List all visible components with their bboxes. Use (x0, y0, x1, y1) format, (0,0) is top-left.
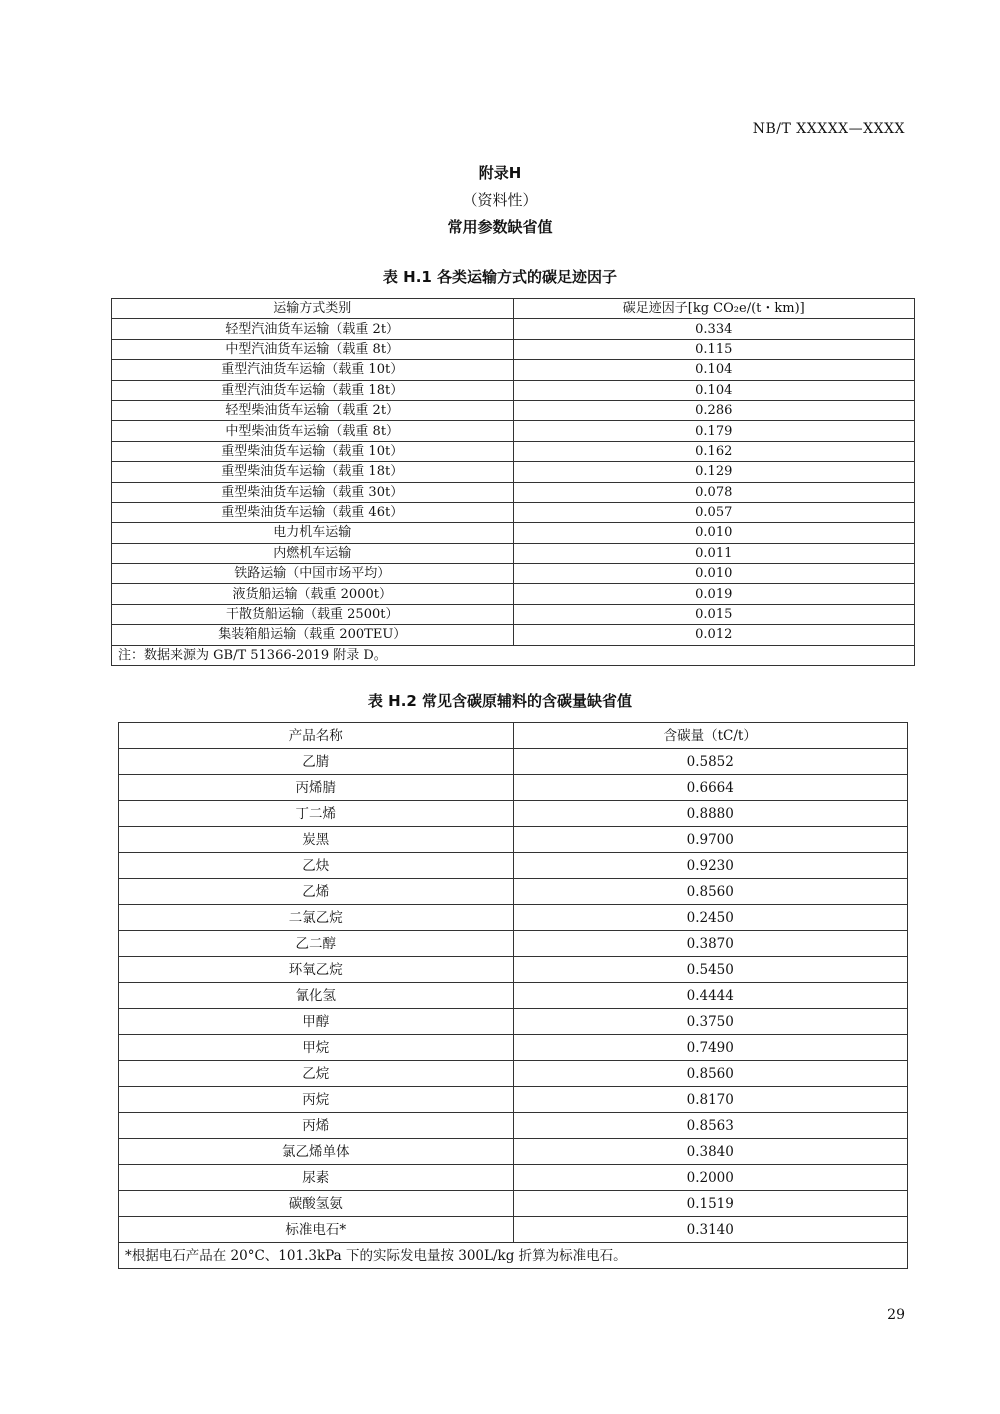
row-value-cell: 0.057 (513, 502, 915, 522)
table-row (119, 801, 908, 827)
row-value-cell: 0.9700 (513, 827, 908, 853)
table-row (112, 339, 915, 359)
table-row (112, 319, 915, 339)
row-value-cell: 0.019 (513, 584, 915, 604)
row-label-cell: 重型柴油货车运输（载重 18t） (112, 462, 514, 482)
table-row (119, 879, 908, 905)
row-label-cell: 轻型汽油货车运输（载重 2t） (112, 319, 514, 339)
row-label-cell: 内燃机车运输 (112, 543, 514, 563)
table-row (112, 380, 915, 400)
row-value-cell: 0.104 (513, 380, 915, 400)
row-value-cell: 0.011 (513, 543, 915, 563)
row-value-cell: 0.8880 (513, 801, 908, 827)
row-value-cell: 0.010 (513, 564, 915, 584)
table-row (119, 749, 908, 775)
table-note-row (119, 1243, 908, 1269)
table-row (112, 441, 915, 461)
row-label-cell: 尿素 (119, 1165, 514, 1191)
row-label-cell: 氯乙烯单体 (119, 1139, 514, 1165)
row-label-cell: 丙烷 (119, 1087, 514, 1113)
table-row (119, 827, 908, 853)
document-code: NB/T XXXXX—XXXX (752, 121, 905, 137)
row-value-cell: 0.6664 (513, 775, 908, 801)
row-value-cell: 0.3870 (513, 931, 908, 957)
row-label-cell: 中型柴油货车运输（载重 8t） (112, 421, 514, 441)
table-row (119, 957, 908, 983)
row-label-cell: 碳酸氢氨 (119, 1191, 514, 1217)
row-value-cell: 0.3750 (513, 1009, 908, 1035)
row-value-cell: 0.7490 (513, 1035, 908, 1061)
table-header-row (112, 299, 915, 319)
table-row (119, 1139, 908, 1165)
row-label-cell: 铁路运输（中国市场平均） (112, 564, 514, 584)
appendix-name: 常用参数缺省值 (447, 218, 553, 236)
table-row (112, 523, 915, 543)
row-label-cell: 甲烷 (119, 1035, 514, 1061)
row-value-cell: 0.162 (513, 441, 915, 461)
row-label-cell: 电力机车运输 (112, 523, 514, 543)
table-row (112, 604, 915, 624)
table-row (119, 1165, 908, 1191)
row-label-cell: 丙烯腈 (119, 775, 514, 801)
table-row (119, 983, 908, 1009)
row-value-cell: 0.5450 (513, 957, 908, 983)
transport-carbon-factor-table (111, 298, 915, 666)
table-row (112, 421, 915, 441)
table-row (119, 1217, 908, 1243)
row-label-cell: 轻型柴油货车运输（载重 2t） (112, 400, 514, 420)
table-row (112, 543, 915, 563)
row-value-cell: 0.334 (513, 319, 915, 339)
table-row (112, 482, 915, 502)
row-value-cell: 0.286 (513, 400, 915, 420)
row-value-cell: 0.1519 (513, 1191, 908, 1217)
table-row (119, 1113, 908, 1139)
row-value-cell: 0.3140 (513, 1217, 908, 1243)
row-label-cell: 重型柴油货车运输（载重 46t） (112, 502, 514, 522)
row-label-cell: 甲醇 (119, 1009, 514, 1035)
row-value-cell: 0.8560 (513, 879, 908, 905)
table2-note: *根据电石产品在 20°C、101.3kPa 下的实际发电量按 300L/kg 折算为标准电石。 (119, 1243, 908, 1269)
row-label-cell: 中型汽油货车运输（载重 8t） (112, 339, 514, 359)
table1-note: 注：数据来源为 GB/T 51366-2019 附录 D。 (112, 645, 915, 665)
column-header-carbon-factor: 碳足迹因子[kg CO₂e/(t・km)] (513, 299, 915, 319)
row-label-cell: 乙烷 (119, 1061, 514, 1087)
row-value-cell: 0.2450 (513, 905, 908, 931)
table-row (119, 1035, 908, 1061)
table-row (119, 1087, 908, 1113)
row-label-cell: 乙炔 (119, 853, 514, 879)
row-value-cell: 0.015 (513, 604, 915, 624)
column-header-product-name: 产品名称 (119, 723, 514, 749)
row-value-cell: 0.5852 (513, 749, 908, 775)
table-row (112, 360, 915, 380)
table2-caption: 表 H.2 常见含碳原辅料的含碳量缺省值 (367, 692, 633, 710)
row-value-cell: 0.2000 (513, 1165, 908, 1191)
row-label-cell: 干散货船运输（载重 2500t） (112, 604, 514, 624)
row-value-cell: 0.3840 (513, 1139, 908, 1165)
row-label-cell: 二氯乙烷 (119, 905, 514, 931)
table-row (112, 400, 915, 420)
row-label-cell: 乙烯 (119, 879, 514, 905)
table-header-row (119, 723, 908, 749)
table-row (112, 584, 915, 604)
row-label-cell: 标准电石* (119, 1217, 514, 1243)
row-value-cell: 0.9230 (513, 853, 908, 879)
column-header-carbon-content: 含碳量（tC/t） (513, 723, 908, 749)
row-value-cell: 0.8560 (513, 1061, 908, 1087)
table-row (119, 853, 908, 879)
row-label-cell: 集装箱船运输（载重 200TEU） (112, 625, 514, 645)
row-label-cell: 液货船运输（载重 2000t） (112, 584, 514, 604)
table-row (119, 775, 908, 801)
row-label-cell: 重型汽油货车运输（载重 18t） (112, 380, 514, 400)
table1-caption: 表 H.1 各类运输方式的碳足迹因子 (382, 268, 618, 286)
row-value-cell: 0.8170 (513, 1087, 908, 1113)
row-value-cell: 0.078 (513, 482, 915, 502)
table-row (119, 1009, 908, 1035)
row-value-cell: 0.115 (513, 339, 915, 359)
row-label-cell: 炭黑 (119, 827, 514, 853)
row-label-cell: 丙烯 (119, 1113, 514, 1139)
row-label-cell: 丁二烯 (119, 801, 514, 827)
table-row (112, 564, 915, 584)
appendix-subtitle: （资料性） (462, 191, 538, 209)
row-value-cell: 0.4444 (513, 983, 908, 1009)
row-value-cell: 0.012 (513, 625, 915, 645)
table-row (112, 462, 915, 482)
table-row (119, 1191, 908, 1217)
row-value-cell: 0.8563 (513, 1113, 908, 1139)
row-value-cell: 0.179 (513, 421, 915, 441)
table-row (112, 625, 915, 645)
table-row (112, 502, 915, 522)
table-row (119, 931, 908, 957)
column-header-transport-type: 运输方式类别 (112, 299, 514, 319)
row-label-cell: 重型柴油货车运输（载重 30t） (112, 482, 514, 502)
row-value-cell: 0.129 (513, 462, 915, 482)
table-row (119, 905, 908, 931)
carbon-content-table (118, 722, 908, 1269)
appendix-title: 附录H (478, 164, 522, 182)
row-label-cell: 乙二醇 (119, 931, 514, 957)
row-label-cell: 环氧乙烷 (119, 957, 514, 983)
row-label-cell: 重型汽油货车运输（载重 10t） (112, 360, 514, 380)
row-value-cell: 0.104 (513, 360, 915, 380)
row-label-cell: 氰化氢 (119, 983, 514, 1009)
page-number: 29 (887, 1307, 905, 1323)
row-label-cell: 乙腈 (119, 749, 514, 775)
row-value-cell: 0.010 (513, 523, 915, 543)
table-note-row (112, 645, 915, 665)
row-label-cell: 重型柴油货车运输（载重 10t） (112, 441, 514, 461)
table-row (119, 1061, 908, 1087)
